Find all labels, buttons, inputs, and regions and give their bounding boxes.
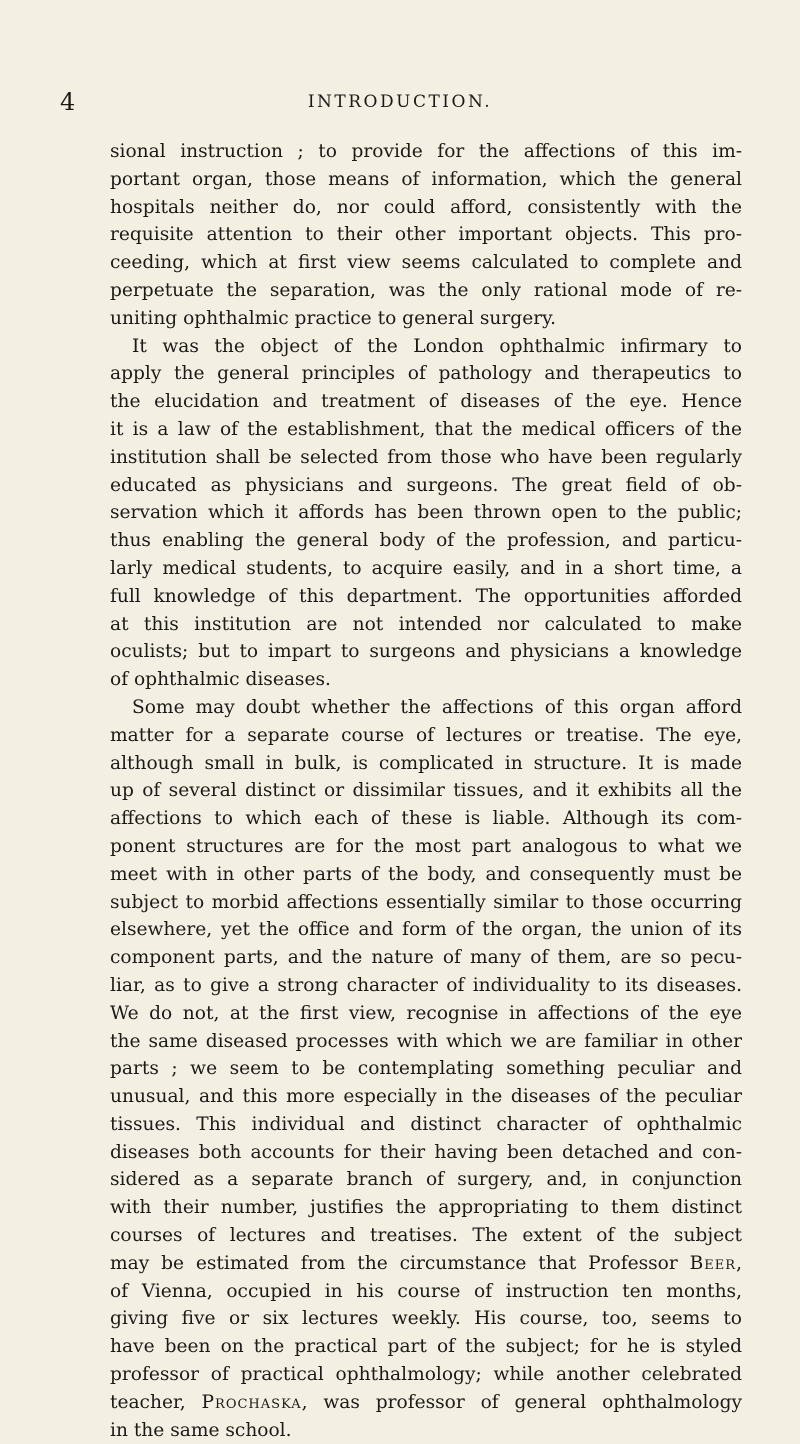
text-line — [110, 1083, 742, 1111]
line-text-continued: , was professor of general ophthalmology — [301, 1391, 742, 1413]
line-text: larly medical students, to acquire easily, and in a short time, a — [110, 557, 742, 579]
text-line — [110, 666, 742, 694]
line-text: Some may doubt whether the affections of this organ afford — [132, 696, 742, 718]
text-line — [110, 1028, 742, 1056]
text-line — [110, 944, 742, 972]
line-text: meet with in other parts of the body, and consequently must be — [110, 863, 742, 885]
line-text-continued: , — [736, 1252, 742, 1274]
text-line — [110, 583, 742, 611]
text-line — [110, 1305, 742, 1333]
line-text: of ophthalmic diseases. — [110, 669, 331, 691]
running-head: INTRODUCTION. — [307, 92, 493, 112]
text-line — [110, 555, 742, 583]
line-text: liar, as to give a strong character of individuality to its diseases. — [110, 974, 742, 996]
text-line — [110, 750, 742, 778]
line-text: sidered as a separate branch of surgery, and, in conjunction — [110, 1169, 742, 1191]
line-text: tissues. This individual and distinct character of ophthalmic — [110, 1113, 742, 1135]
line-text: thus enabling the general body of the profession, and particu- — [110, 530, 742, 552]
line-text: hospitals neither do, nor could afford, consistently with the — [110, 196, 742, 218]
line-text: apply the general principles of pathology and therapeutics to — [110, 363, 742, 385]
line-text: ceeding, which at first view seems calculated to complete and — [110, 252, 742, 274]
text-line — [110, 388, 742, 416]
line-text: the elucidation and treatment of diseases of the eye. Hence — [110, 391, 742, 413]
line-text: institution shall be selected from those who have been regularly — [110, 446, 742, 468]
line-text: parts ; we seem to be contemplating something peculiar and — [110, 1058, 742, 1080]
small-caps-name: Prochaska — [201, 1391, 302, 1413]
line-text: giving five or six lectures weekly. His course, too, seems to — [110, 1308, 742, 1330]
line-text: teacher, — [110, 1391, 202, 1413]
line-text: portant organ, those means of information, which the general — [110, 168, 742, 190]
text-line — [110, 333, 742, 361]
text-line — [110, 1250, 742, 1278]
line-text: elsewhere, yet the office and form of the organ, the union of its — [110, 919, 742, 941]
line-text: courses of lectures and treatises. The extent of the subject — [110, 1225, 742, 1247]
text-line — [110, 611, 742, 639]
text-line — [110, 472, 742, 500]
text-line — [110, 972, 742, 1000]
line-text: diseases both accounts for their having been detached and con- — [110, 1141, 742, 1163]
line-text: requisite attention to their other important objects. This pro- — [110, 224, 742, 246]
text-line — [110, 305, 742, 333]
text-line — [110, 416, 742, 444]
line-text: perpetuate the separation, was the only rational mode of re- — [110, 279, 742, 301]
line-text: full knowledge of this department. The opportunities afforded — [110, 585, 742, 607]
text-line — [110, 1000, 742, 1028]
text-line — [110, 1194, 742, 1222]
text-line — [110, 194, 742, 222]
line-text: matter for a separate course of lectures or treatise. The eye, — [110, 724, 742, 746]
text-line — [110, 1111, 742, 1139]
line-text: up of several distinct or dissimilar tissues, and it exhibits all the — [110, 780, 742, 802]
line-text: it is a law of the establishment, that the medical officers of the — [110, 418, 742, 440]
line-text: component parts, and the nature of many of them, are so pecu- — [110, 947, 742, 969]
text-line — [110, 805, 742, 833]
text-line — [110, 527, 742, 555]
line-text: of Vienna, occupied in his course of instruction ten months, — [110, 1280, 742, 1302]
text-line — [110, 1222, 742, 1250]
text-line — [110, 889, 742, 917]
text-line — [110, 221, 742, 249]
text-line — [110, 1417, 742, 1444]
line-text: professor of practical ophthalmology; while another celebrated — [110, 1364, 742, 1386]
text-line — [110, 861, 742, 889]
line-text: may be estimated from the circumstance that Professor — [110, 1252, 690, 1274]
line-text: the same diseased processes with which we are familiar in other — [110, 1030, 742, 1052]
line-text: with their number, justifies the appropriating to them distinct — [110, 1197, 742, 1219]
text-line — [110, 1166, 742, 1194]
text-line — [110, 360, 742, 388]
line-text: educated as physicians and surgeons. The great field of ob- — [110, 474, 742, 496]
small-caps-name: Beer — [689, 1252, 737, 1274]
text-line — [110, 916, 742, 944]
line-text: unusual, and this more especially in the diseases of the peculiar — [110, 1086, 742, 1108]
line-text: It was the object of the London ophthalmic infirmary to — [132, 335, 742, 357]
text-line — [110, 777, 742, 805]
line-text: at this institution are not intended nor calculated to make — [110, 613, 742, 635]
text-line — [110, 833, 742, 861]
page-header — [0, 82, 800, 122]
text-line — [110, 722, 742, 750]
text-line — [110, 138, 742, 166]
line-text: have been on the practical part of the subject; for he is styled — [110, 1336, 742, 1358]
line-text: uniting ophthalmic practice to general surgery. — [110, 307, 557, 329]
text-line — [110, 694, 742, 722]
line-text: We do not, at the first view, recognise in affections of the eye — [110, 1002, 742, 1024]
text-line — [110, 277, 742, 305]
line-text: in the same school. — [110, 1419, 292, 1441]
body-text — [110, 138, 742, 1444]
line-text: subject to morbid affections essentially similar to those occurring — [110, 891, 742, 913]
text-line — [110, 1361, 742, 1389]
line-text: servation which it affords has been thrown open to the public; — [110, 502, 742, 524]
text-line — [110, 166, 742, 194]
page-number: 4 — [60, 88, 76, 116]
text-line — [110, 1278, 742, 1306]
text-line — [110, 444, 742, 472]
line-text: oculists; but to impart to surgeons and physicians a knowledge — [110, 641, 742, 663]
text-line — [110, 1333, 742, 1361]
text-line — [110, 249, 742, 277]
line-text: although small in bulk, is complicated in structure. It is made — [110, 752, 742, 774]
line-text: sional instruction ; to provide for the affections of this im- — [110, 141, 742, 162]
text-line — [110, 1389, 742, 1417]
line-text: ponent structures are for the most part analogous to what we — [110, 835, 742, 857]
text-line — [110, 1139, 742, 1167]
text-line — [110, 1055, 742, 1083]
text-line — [110, 638, 742, 666]
text-line — [110, 499, 742, 527]
line-text: affections to which each of these is liable. Although its com- — [110, 808, 742, 830]
